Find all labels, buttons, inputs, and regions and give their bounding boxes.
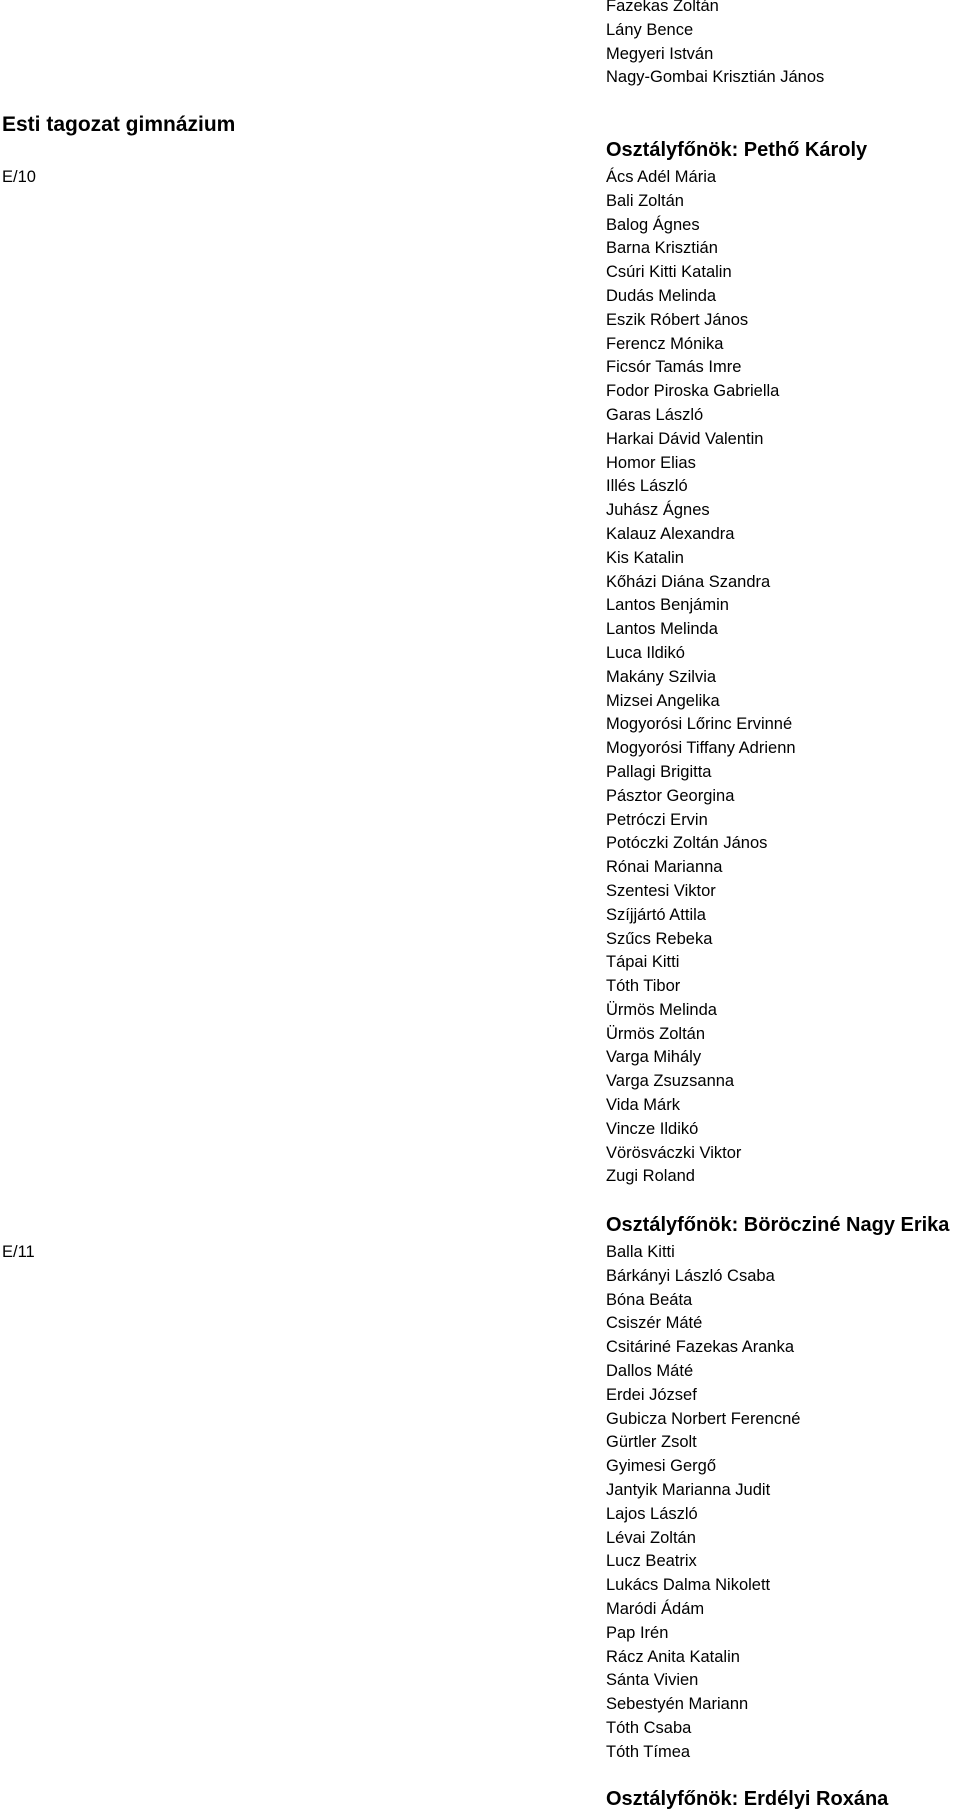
list-item: Rácz Anita Katalin (606, 1647, 740, 1666)
list-item: Pásztor Georgina (606, 786, 735, 805)
list-item: Mizsei Angelika (606, 691, 720, 710)
list-item: Illés László (606, 477, 688, 496)
list-item: Kőházi Diána Szandra (606, 572, 771, 591)
list-item: Tápai Kitti (606, 953, 680, 972)
list-item: Nagy-Gombai Krisztián János (606, 68, 825, 87)
list-item: Pallagi Brigitta (606, 762, 712, 781)
list-item: Varga Mihály (606, 1048, 702, 1067)
list-item: Gyimesi Gergő (606, 1457, 717, 1476)
list-item: Rónai Marianna (606, 858, 723, 877)
list-item: Ferencz Mónika (606, 334, 724, 353)
list-item: Garas László (606, 405, 704, 424)
list-item: Szűcs Rebeka (606, 929, 713, 948)
list-item: Maródi Ádám (606, 1599, 705, 1618)
list-item: Bárkányi László Csaba (606, 1266, 775, 1285)
class-teacher-e11: Osztályfőnök: Böröcziné Nagy Erika (606, 1214, 950, 1236)
list-item: Fodor Piroska Gabriella (606, 382, 780, 401)
list-item: Lantos Benjámin (606, 596, 729, 615)
list-item: Homor Elias (606, 453, 696, 472)
list-item: Csitáriné Fazekas Aranka (606, 1338, 795, 1357)
class-teacher-e10: Osztályfőnök: Pethő Károly (606, 139, 868, 161)
top-name-list (606, 0, 824, 90)
list-item: Bali Zoltán (606, 191, 684, 210)
list-item: Szíjjártó Attila (606, 905, 706, 924)
list-item: Lajos László (606, 1504, 698, 1523)
list-item: Juhász Ágnes (606, 501, 710, 520)
list-item: Csiszér Máté (606, 1314, 703, 1333)
list-item: Mogyorósi Lőrinc Ervinné (606, 715, 793, 734)
class-label-e11: E/11 (2, 1243, 35, 1261)
list-item: Szentesi Viktor (606, 881, 716, 900)
list-item: Dallos Máté (606, 1361, 694, 1380)
list-item: Balla Kitti (606, 1243, 675, 1261)
list-item: Dudás Melinda (606, 286, 717, 305)
list-item: Zugi Roland (606, 1167, 695, 1186)
list-item: Fazekas Zoltán (606, 0, 719, 15)
list-item: Csúri Kitti Katalin (606, 263, 732, 282)
class-label-e10: E/10 (2, 168, 36, 186)
list-item: Luca Ildikó (606, 643, 685, 662)
list-item: Kalauz Alexandra (606, 524, 735, 543)
student-list-e11 (606, 1241, 800, 1765)
list-item: Lantos Melinda (606, 620, 718, 639)
list-item: Sebestyén Mariann (606, 1695, 749, 1714)
list-item: Lány Bence (606, 20, 694, 39)
list-item: Balog Ágnes (606, 215, 700, 234)
list-item: Varga Zsuzsanna (606, 1072, 735, 1091)
list-item: Vincze Ildikó (606, 1119, 699, 1138)
list-item: Petróczi Ervin (606, 810, 708, 829)
list-item: Pap Irén (606, 1623, 669, 1642)
list-item: Ürmös Zoltán (606, 1024, 706, 1043)
list-item: Lévai Zoltán (606, 1528, 696, 1547)
list-item: Tóth Csaba (606, 1718, 692, 1737)
list-item: Megyeri István (606, 44, 714, 63)
list-item: Ficsór Tamás Imre (606, 358, 742, 377)
list-item: Makány Szilvia (606, 667, 717, 686)
list-item: Vörösváczki Viktor (606, 1143, 742, 1162)
list-item: Tóth Tímea (606, 1742, 691, 1761)
list-item: Lukács Dalma Nikolett (606, 1576, 771, 1595)
list-item: Lucz Beatrix (606, 1552, 697, 1571)
list-item: Gürtler Zsolt (606, 1433, 697, 1452)
list-item: Sánta Vivien (606, 1671, 699, 1690)
list-item: Eszik Róbert János (606, 310, 749, 329)
list-item: Vida Márk (606, 1096, 680, 1115)
list-item: Kis Katalin (606, 548, 684, 567)
list-item: Ács Adél Mária (606, 168, 717, 186)
list-item: Ürmös Melinda (606, 1000, 717, 1019)
list-item: Erdei József (606, 1385, 697, 1404)
list-item: Tóth Tibor (606, 977, 681, 996)
list-item: Potóczki Zoltán János (606, 834, 768, 853)
list-item: Bóna Beáta (606, 1290, 693, 1309)
list-item: Gubicza Norbert Ferencné (606, 1409, 801, 1428)
list-item: Jantyik Marianna Judit (606, 1480, 771, 1499)
student-list-e10 (606, 166, 796, 1189)
section-title: Esti tagozat gimnázium (2, 113, 236, 136)
list-item: Harkai Dávid Valentin (606, 429, 764, 448)
list-item: Mogyorósi Tiffany Adrienn (606, 739, 796, 758)
list-item: Barna Krisztián (606, 239, 718, 258)
next-class-teacher: Osztályfőnök: Erdélyi Roxána (606, 1788, 889, 1810)
